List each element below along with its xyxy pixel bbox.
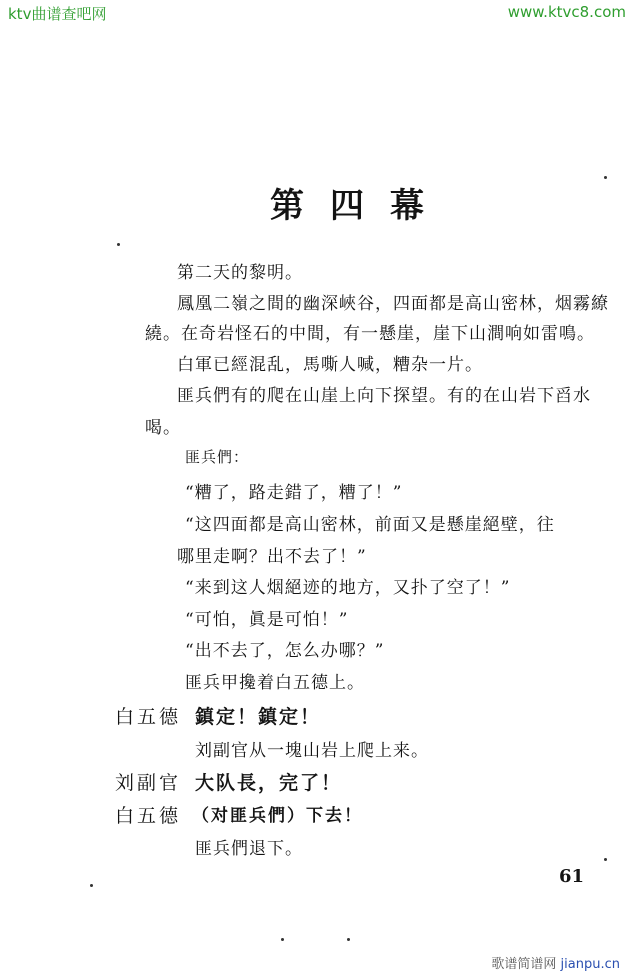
- scan-speck: [90, 884, 93, 887]
- scan-speck: [347, 938, 350, 941]
- stage-direction: 白軍已經混乱，馬嘶人喊，糟杂一片。: [177, 355, 483, 375]
- speaker-name: 白五德: [115, 805, 182, 827]
- speaker-name: 白五德: [115, 706, 182, 728]
- act-title: 第四幕: [270, 186, 450, 226]
- scan-speck: [281, 938, 284, 941]
- stage-direction: 喝。: [145, 418, 181, 438]
- stage-direction: 刘副官从一塊山岩上爬上来。: [195, 741, 429, 761]
- watermark-bottom-url: jianpu.cn: [560, 957, 620, 972]
- stage-direction: 匪兵們：: [185, 448, 250, 466]
- scan-speck: [604, 176, 607, 179]
- scan-speck: [117, 243, 120, 246]
- speech-line: 鎮定！鎮定！: [195, 706, 322, 728]
- scan-speck: [604, 858, 607, 861]
- dialogue-line: “这四面都是高山密林，前面又是懸崖絕壁，往: [185, 515, 555, 535]
- stage-direction: 匪兵甲攙着白五德上。: [185, 673, 365, 693]
- dialogue-line: “可怕，眞是可怕！”: [185, 610, 349, 630]
- speech-line: 大队長，完了！: [195, 772, 343, 794]
- stage-direction: 第二天的黎明。: [177, 263, 303, 283]
- watermark-top-left: ktv曲谱查吧网: [8, 5, 107, 23]
- dialogue-line: “来到这人烟絕迹的地方，又扑了空了！”: [185, 578, 511, 598]
- speaker-name: 刘副官: [115, 772, 182, 794]
- stage-direction: 匪兵們退下。: [195, 839, 303, 859]
- watermark-bottom: [491, 953, 620, 972]
- dialogue-line: 哪里走啊？出不去了！”: [177, 547, 367, 567]
- stage-direction: 繞。在奇岩怪石的中間，有一懸崖，崖下山澗响如雷鳴。: [145, 324, 595, 344]
- watermark-bottom-prefix: 歌谱简谱网: [491, 957, 557, 972]
- stage-direction: 鳳凰二嶺之間的幽深峽谷，四面都是高山密林，烟霧繚: [177, 294, 609, 314]
- dialogue-line: “出不去了，怎么办哪？”: [185, 641, 385, 661]
- stage-direction: 匪兵們有的爬在山崖上向下探望。有的在山岩下舀水: [177, 386, 591, 406]
- page-number: 61: [559, 866, 585, 887]
- watermark-top-right: www.ktvc8.com: [507, 3, 626, 21]
- dialogue-line: “糟了，路走錯了，糟了！”: [185, 483, 403, 503]
- speech-line: （对匪兵們）下去！: [192, 806, 363, 826]
